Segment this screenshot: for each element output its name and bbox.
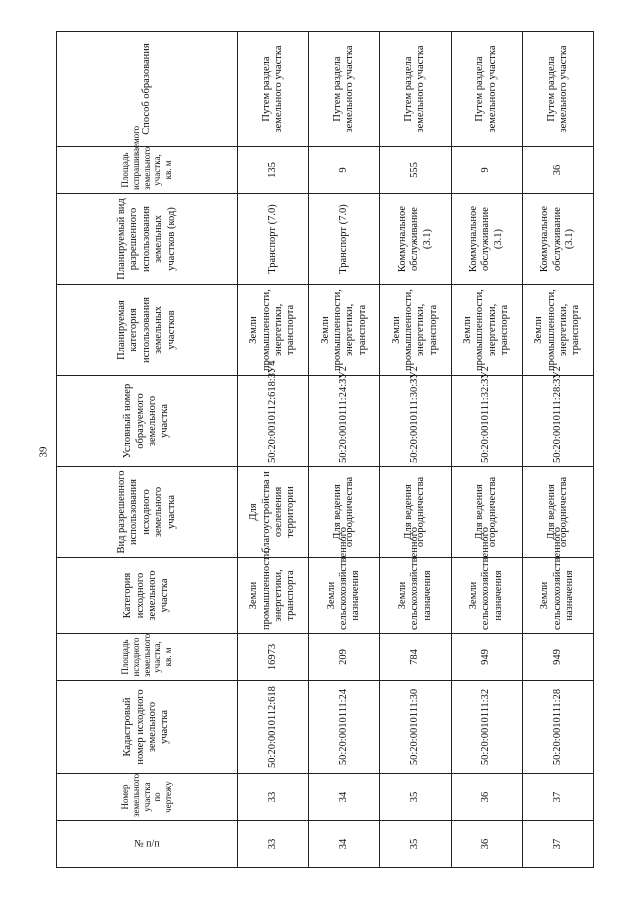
header-cadastral: Кадастровый номер исходного земельного участка (57, 681, 238, 774)
cell-planned-use: Транспорт (7.0) (309, 194, 380, 285)
cell-method: Путем раздела земельного участка (309, 32, 380, 147)
page-number: 39 (37, 446, 50, 458)
cell-num: 36 (451, 821, 522, 868)
cell-planned-category: Земли промышленности, энергетики, транспорта (451, 285, 522, 376)
cell-category: Земли сельскохозяйственного назначения (451, 558, 522, 634)
cell-method: Путем раздела земельного участка (522, 32, 593, 147)
header-plot-number: Номер земельного участка по чертежу (57, 774, 238, 821)
cell-formed-area: 9 (309, 147, 380, 194)
header-row (57, 32, 238, 868)
cell-area: 949 (522, 634, 593, 681)
cell-use: Для ведения огородничества (309, 467, 380, 558)
cell-area: 16973 (238, 634, 309, 681)
cell-use: Для ведения огородничества (380, 467, 451, 558)
cell-cadastral: 50:20:0010111:28 (522, 681, 593, 774)
cell-cadastral: 50:20:0010111:24 (309, 681, 380, 774)
cell-method: Путем раздела земельного участка (380, 32, 451, 147)
cell-cadastral: 50:20:0010111:32 (451, 681, 522, 774)
header-method: Способ образования (57, 32, 238, 147)
cell-planned-use: Коммунальное обслуживание (3.1) (380, 194, 451, 285)
header-category: Категория исходного земельного участка (57, 558, 238, 634)
cell-conditional-number: 50:20:0010111:28:ЗУ2 (522, 376, 593, 467)
header-conditional-number: Условный номер образуемого земельного участка (57, 376, 238, 467)
cell-category: Земли сельскохозяйственного назначения (380, 558, 451, 634)
cell-planned-use: Коммунальное обслуживание (3.1) (522, 194, 593, 285)
header-planned-category: Планируемая категория использования земельных участков (57, 285, 238, 376)
cell-area: 949 (451, 634, 522, 681)
cell-category: Земли сельскохозяйственного назначения (522, 558, 593, 634)
cell-plot: 33 (238, 774, 309, 821)
header-source-area: Площадь исходного земельного участка, кв. м (57, 634, 238, 681)
table-row (309, 32, 380, 868)
land-plots-table-rotated (56, 32, 594, 868)
table-row (451, 32, 522, 868)
cell-plot: 37 (522, 774, 593, 821)
cell-num: 33 (238, 821, 309, 868)
cell-conditional-number: 50:20:0010111:30:ЗУ2 (380, 376, 451, 467)
cell-conditional-number: 50:20:0010111:24:ЗУ2 (309, 376, 380, 467)
cell-planned-category: Земли промышленности, энергетики, транспорта (309, 285, 380, 376)
cell-cadastral: 50:20:0010112:618 (238, 681, 309, 774)
cell-planned-category: Земли промышленности, энергетики, транспорта (522, 285, 593, 376)
cell-planned-use: Коммунальное обслуживание (3.1) (451, 194, 522, 285)
cell-formed-area: 135 (238, 147, 309, 194)
header-use-type: Вид разрешенного использования исходного земельного участка (57, 467, 238, 558)
cell-cadastral: 50:20:0010111:30 (380, 681, 451, 774)
cell-area: 209 (309, 634, 380, 681)
cell-formed-area: 36 (522, 147, 593, 194)
cell-num: 35 (380, 821, 451, 868)
header-planned-use: Планируемый вид разрешенного использования земельных участков (код) (57, 194, 238, 285)
header-num: № п/п (57, 821, 238, 868)
table-row (380, 32, 451, 868)
cell-use: Для благоустройства и озеленения территории (238, 467, 309, 558)
cell-num: 37 (522, 821, 593, 868)
cell-plot: 35 (380, 774, 451, 821)
cell-planned-category: Земли промышленности, энергетики, транспорта (380, 285, 451, 376)
cell-num: 34 (309, 821, 380, 868)
cell-conditional-number: 50:20:0010111:32:ЗУ2 (451, 376, 522, 467)
cell-use: Для ведения огородничества (522, 467, 593, 558)
cell-method: Путем раздела земельного участка (238, 32, 309, 147)
header-formed-area: Площадь испрашиваемого земельного участка, кв. м (57, 147, 238, 194)
cell-use: Для ведения огородничества (451, 467, 522, 558)
cell-area: 784 (380, 634, 451, 681)
cell-formed-area: 555 (380, 147, 451, 194)
cell-planned-category: Земли промышленности, энергетики, транспорта (238, 285, 309, 376)
table-row (238, 32, 309, 868)
cell-plot: 34 (309, 774, 380, 821)
cell-conditional-number: 50:20:0010112:618:ЗУ4 (238, 376, 309, 467)
cell-category: Земли сельскохозяйственного назначения (309, 558, 380, 634)
cell-plot: 36 (451, 774, 522, 821)
table-row (522, 32, 593, 868)
cell-method: Путем раздела земельного участка (451, 32, 522, 147)
cell-planned-use: Транспорт (7.0) (238, 194, 309, 285)
cell-formed-area: 9 (451, 147, 522, 194)
cell-category: Земли промышленности, энергетики, транспорта (238, 558, 309, 634)
land-plots-table (56, 31, 594, 868)
